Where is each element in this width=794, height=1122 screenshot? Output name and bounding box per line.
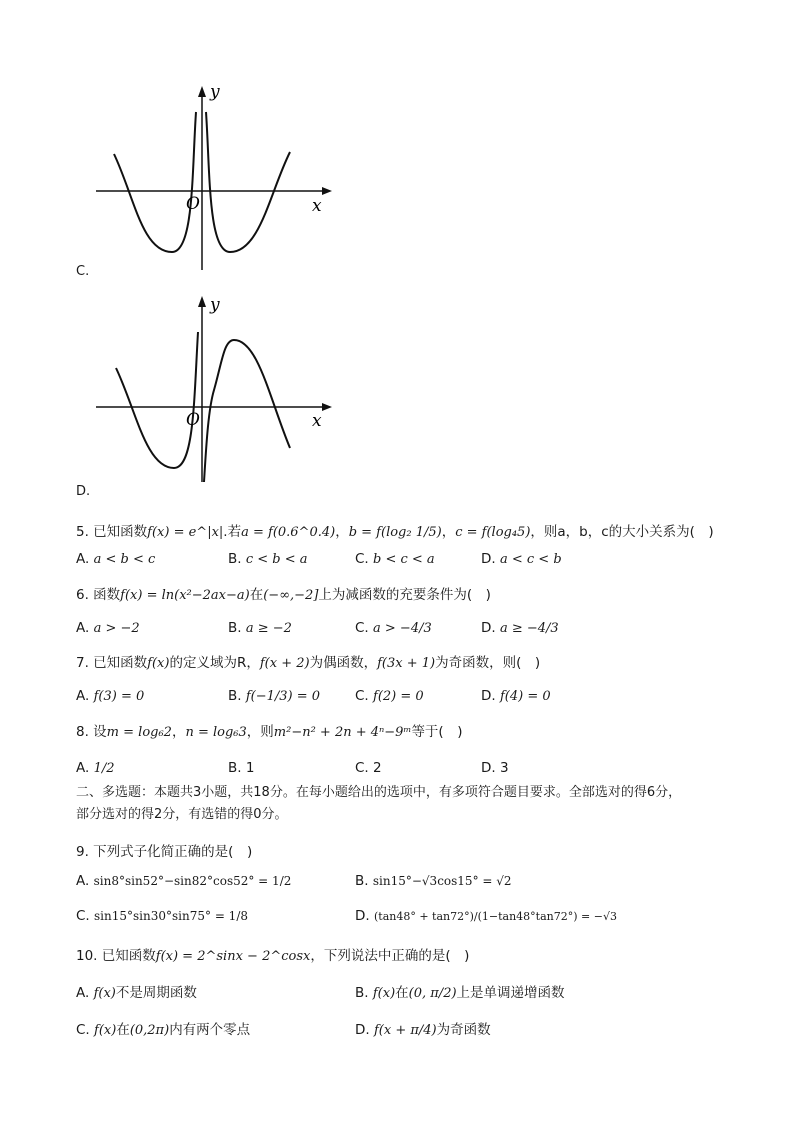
y-axis-label: y: [210, 82, 220, 102]
option-text: a < b < c: [93, 552, 156, 567]
q9-option-c[interactable]: [76, 908, 248, 924]
y-axis-arrow: [198, 296, 206, 307]
q7-stem-c: 为偶函数，: [309, 655, 378, 671]
option-text: 3: [499, 760, 509, 776]
q9-option-d[interactable]: [355, 908, 617, 924]
x-axis-label: x: [312, 196, 322, 216]
q8-expr: m²−n² + 2n + 4ⁿ−9ᵐ: [273, 725, 412, 740]
option-text: c < b < a: [245, 552, 308, 567]
option-letter: D.: [355, 908, 370, 924]
option-text: f(2) = 0: [373, 689, 424, 704]
section2-line2: 部分选对的得2分，有选错的得0分。: [76, 807, 288, 822]
q10-stem-b: ，下列说法中正确的是( ): [310, 948, 470, 964]
option-interval: (0, π/2): [408, 986, 457, 1001]
option-text: a > −4/3: [373, 621, 432, 636]
graph-c-svg: [90, 80, 350, 280]
x-axis-arrow: [322, 403, 332, 411]
q6-stem-b: 在: [249, 587, 264, 603]
q5-stem-b: .若: [223, 524, 242, 540]
q9-stem: 9. 下列式子化简正确的是( ): [76, 844, 253, 860]
option-text: (tan48° + tan72°)/(1−tan48°tan72°) = −√3: [373, 910, 617, 923]
option-letter: B.: [355, 873, 369, 889]
option-text: a ≥ −4/3: [499, 621, 559, 636]
q8-m-def: m = log₆2: [106, 725, 172, 740]
option-letter: D.: [481, 620, 496, 636]
q8-sep: ，: [171, 724, 186, 740]
option-text: sin15°sin30°sin75° = 1/8: [94, 909, 248, 923]
option-f: f(x): [93, 986, 116, 1001]
q8-stem: [76, 720, 462, 740]
option-letter: C.: [355, 760, 369, 776]
option-letter: B.: [228, 620, 242, 636]
q8-option-c[interactable]: [355, 760, 382, 776]
option-mid: 在: [116, 1022, 130, 1038]
q7-stem-a: 7. 已知函数: [76, 655, 148, 671]
q7-option-a[interactable]: [76, 688, 144, 704]
q5-option-d[interactable]: [481, 551, 562, 567]
q9-option-b[interactable]: [355, 873, 512, 889]
q5-sep1: ，: [335, 524, 349, 540]
q7-option-c[interactable]: [355, 688, 424, 704]
option-letter: A.: [76, 873, 90, 889]
q5-c-def: c = f(log₄5): [455, 525, 531, 540]
q10-option-d[interactable]: [355, 1018, 491, 1038]
option-text: b < c < a: [373, 552, 435, 567]
option-letter: B.: [228, 551, 242, 567]
q5-stem-c: ，则a，b，c的大小关系为( ): [530, 524, 714, 540]
q5-option-a[interactable]: [76, 551, 155, 567]
y-axis-label: y: [210, 295, 220, 315]
q5-b-def: b = f(log₂ 1/5): [348, 525, 442, 540]
q5-stem-a: 5. 已知函数: [76, 524, 148, 540]
q5-sep2: ，: [441, 524, 456, 540]
origin-label: O: [186, 410, 200, 430]
option-text: a ≥ −2: [245, 621, 292, 636]
option-text: 1: [245, 760, 255, 776]
q8-option-a[interactable]: [76, 760, 115, 776]
q5-option-b[interactable]: [228, 551, 308, 567]
option-letter: A.: [76, 551, 90, 567]
option-letter: B.: [228, 688, 242, 704]
q7-p1: f(x + 2): [259, 656, 310, 671]
option-letter: C.: [355, 620, 369, 636]
q7-stem: [76, 651, 540, 671]
q9-option-a[interactable]: [76, 873, 291, 889]
section2-instructions: [76, 782, 716, 826]
option-text: 为奇函数: [436, 1022, 491, 1038]
option-letter: A.: [76, 760, 90, 776]
q8-stem-a: 8. 设: [76, 724, 107, 740]
option-letter: C.: [76, 908, 90, 924]
option-letter: A.: [76, 985, 90, 1001]
option-text: 内有两个零点: [169, 1022, 251, 1038]
q7-stem-b: 的定义域为R，: [169, 655, 260, 671]
q8-stem-b: ，则: [246, 724, 274, 740]
option-letter: A.: [76, 620, 90, 636]
option-text: a > −2: [93, 621, 140, 636]
option-text: sin15°−√3cos15° = √2: [372, 874, 512, 888]
q6-option-a[interactable]: [76, 620, 140, 636]
option-text: a < c < b: [499, 552, 562, 567]
q10-f-def: f(x) = 2^sinx − 2^cosx: [155, 949, 311, 964]
graph-c-label: C.: [76, 264, 90, 279]
q8-option-b[interactable]: [228, 760, 254, 776]
option-f: f(x): [372, 986, 396, 1001]
option-text: 1/2: [93, 761, 115, 776]
q7-p2: f(3x + 1): [377, 656, 436, 671]
option-letter: D.: [481, 551, 496, 567]
q7-stem-d: 为奇函数，则( ): [435, 655, 541, 671]
option-letter: B.: [355, 985, 369, 1001]
q6-stem-c: 上为减函数的充要条件为( ): [318, 587, 491, 603]
option-text: sin8°sin52°−sin82°cos52° = 1/2: [93, 874, 292, 888]
q8-n-def: n = log₆3: [185, 725, 247, 740]
q6-stem: [76, 583, 491, 603]
q8-stem-c: 等于( ): [411, 724, 463, 740]
option-letter: C.: [355, 688, 369, 704]
option-letter: A.: [76, 688, 90, 704]
x-axis-arrow: [322, 187, 332, 195]
option-letter: D.: [355, 1022, 370, 1038]
option-letter: C.: [355, 551, 369, 567]
option-letter: D.: [481, 760, 496, 776]
option-letter: D.: [481, 688, 496, 704]
option-text: f(4) = 0: [499, 689, 551, 704]
curve-left: [116, 332, 198, 468]
origin-label: O: [186, 194, 200, 214]
curve-right: [204, 340, 290, 482]
option-text: 不是周期函数: [115, 985, 197, 1001]
option-letter: B.: [228, 760, 242, 776]
graph-d-label: D.: [76, 484, 91, 499]
q6-option-b[interactable]: [228, 620, 292, 636]
q6-option-c[interactable]: [355, 620, 432, 636]
q5-a-def: a = f(0.6^0.4): [241, 525, 336, 540]
q6-stem-a: 6. 函数: [76, 587, 121, 603]
q5-stem: [76, 520, 714, 540]
q8-option-d[interactable]: [481, 760, 509, 776]
q10-stem: [76, 944, 469, 964]
section2-line1: 二、多选题：本题共3小题，共18分。在每小题给出的选项中，有多项符合题目要求。全部选对的得6分，: [76, 785, 682, 800]
graph-d: [90, 290, 350, 490]
curve-right: [206, 112, 290, 252]
y-axis-arrow: [198, 86, 206, 97]
q10-option-b[interactable]: [355, 981, 565, 1001]
option-f: f(x): [94, 1023, 117, 1038]
graph-d-svg: [90, 290, 350, 490]
option-text: f(−1/3) = 0: [245, 689, 321, 704]
q10-option-c[interactable]: [76, 1018, 250, 1038]
q7-option-b[interactable]: [228, 688, 320, 704]
option-letter: C.: [76, 1022, 90, 1038]
q10-option-a[interactable]: [76, 981, 197, 1001]
option-f: f(x + π/4): [373, 1023, 437, 1038]
q5-option-c[interactable]: [355, 551, 435, 567]
option-mid: 在: [395, 985, 409, 1001]
option-text: 2: [373, 760, 382, 776]
q6-interval: (−∞,−2]: [263, 588, 319, 603]
option-interval: (0,2π): [129, 1023, 170, 1038]
q6-option-d[interactable]: [481, 620, 559, 636]
x-axis-label: x: [312, 411, 322, 431]
option-text: f(3) = 0: [93, 689, 145, 704]
option-text: 上是单调递增函数: [456, 985, 565, 1001]
q5-f-def: f(x) = e^|x|: [147, 525, 224, 540]
q7-f: f(x): [147, 656, 170, 671]
q6-f-def: f(x) = ln(x²−2ax−a): [120, 588, 250, 603]
q7-option-d[interactable]: [481, 688, 551, 704]
curve-left: [114, 112, 196, 252]
q10-stem-a: 10. 已知函数: [76, 948, 156, 964]
graph-c: [90, 80, 350, 280]
